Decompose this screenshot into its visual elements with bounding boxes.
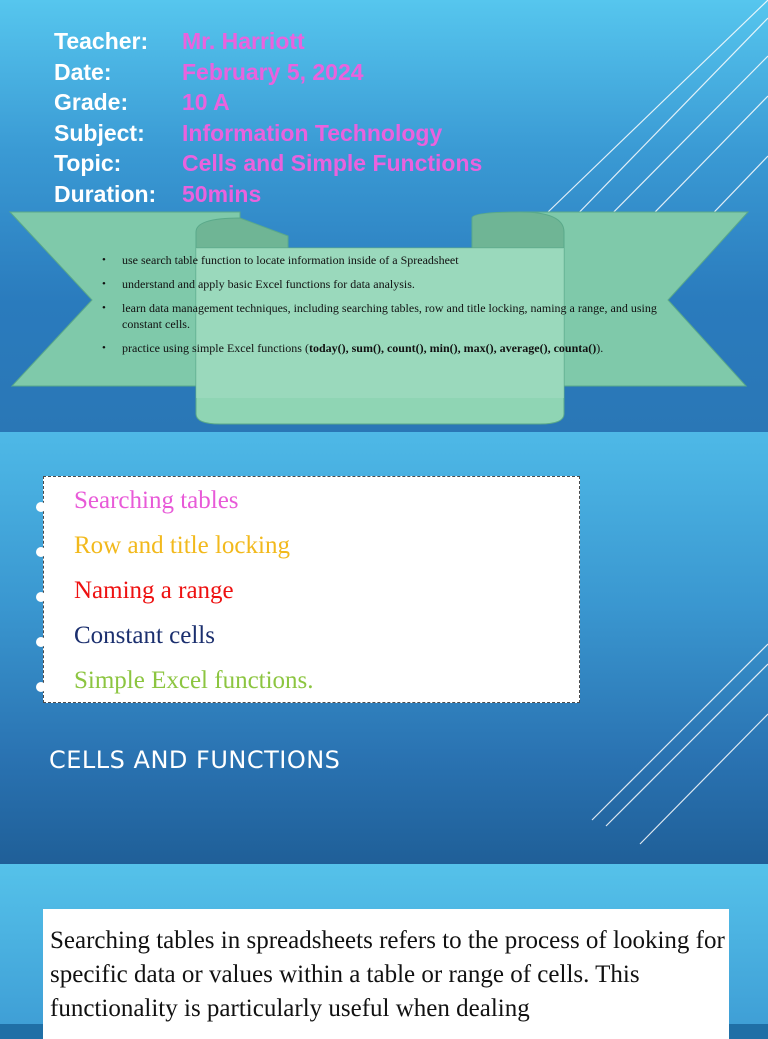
header-row-subject — [54, 118, 482, 149]
header-value: February 5, 2024 — [182, 58, 364, 85]
slide-lesson-plan — [0, 0, 768, 432]
bullet-icon — [36, 547, 46, 557]
objective-item — [96, 340, 676, 356]
header-value: Information Technology — [182, 119, 443, 146]
topic-item — [74, 666, 314, 696]
objective-item: • learn data management techniques, including searching tables, row and title locking, naming a range, and using constant cells. — [96, 300, 676, 332]
slide-title: CELLS AND FUNCTIONS — [49, 746, 341, 774]
objective-text: ). — [596, 341, 604, 355]
topic-text: Row and title locking — [74, 532, 290, 559]
objective-functions: today(), sum(), count(), min(), max(), average(), counta() — [308, 341, 597, 355]
bullet-icon — [36, 682, 46, 692]
header-label: Duration: — [54, 180, 157, 207]
header-row-teacher — [54, 26, 482, 57]
topic-item — [74, 576, 234, 606]
header-row-grade — [54, 87, 482, 118]
bullet-icon — [36, 637, 46, 647]
header-row-topic — [54, 148, 482, 179]
topics-box — [43, 476, 580, 703]
header-label: Teacher: — [54, 28, 149, 54]
topic-item — [74, 531, 290, 561]
objective-text: practice using simple Excel functions ( — [122, 341, 309, 355]
header-value: 10 A — [182, 89, 230, 116]
header-label: Grade: — [54, 89, 129, 116]
header-label: Date: — [54, 58, 112, 85]
topic-item — [74, 486, 239, 516]
header-value: Cells and Simple Functions — [182, 150, 483, 177]
objective-item: • understand and apply basic Excel functions for data analysis. — [96, 276, 676, 292]
topic-text: Searching tables — [74, 487, 239, 514]
lesson-header — [54, 26, 482, 210]
topic-text: Constant cells — [74, 622, 215, 649]
header-value: Mr. Harriott — [182, 28, 305, 54]
topic-item — [74, 621, 215, 651]
header-label: Topic: — [54, 150, 122, 177]
header-row-date — [54, 57, 482, 88]
objectives-list — [96, 252, 676, 364]
body-text: Searching tables in spreadsheets refers to the process of looking for specific data or values within a table or range of cells. This functionality is particularly useful when dealing — [50, 927, 725, 1022]
objective-item: • use search table function to locate information inside of a Spreadsheet — [96, 252, 676, 268]
topic-text: Simple Excel functions. — [74, 667, 314, 694]
header-label: Subject: — [54, 119, 145, 146]
header-row-duration — [54, 179, 482, 210]
topic-text: Naming a range — [74, 577, 234, 604]
header-value: 50mins — [182, 180, 262, 207]
bullet-icon — [36, 592, 46, 602]
bullet-icon — [36, 502, 46, 512]
